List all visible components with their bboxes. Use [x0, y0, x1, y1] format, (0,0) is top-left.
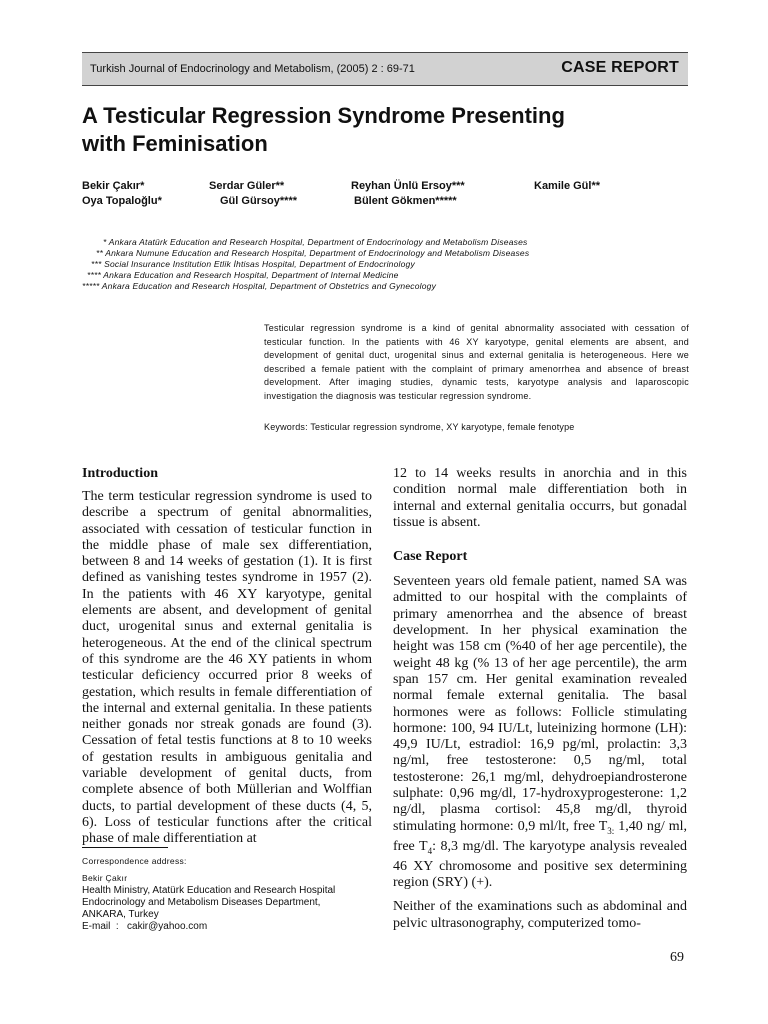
author-name: Bekir Çakır* — [82, 180, 145, 192]
section-label: CASE REPORT — [561, 59, 679, 76]
affiliation: ***** Ankara Education and Research Hospital, Department of Obstetrics and Gynecology — [82, 281, 437, 291]
correspondence-address — [82, 885, 335, 933]
affiliation: **** Ankara Education and Research Hospital, Department of Internal Medicine — [87, 270, 399, 280]
correspondence-name: Bekir Çakır — [82, 873, 128, 883]
address-line: ANKARA, Turkey — [82, 909, 159, 920]
address-line: Health Ministry, Atatürk Education and Research Hospital — [82, 885, 336, 896]
t3-subscript: 3: — [607, 825, 615, 836]
case-report-paragraph-2: Neither of the examinations such as abdominal and pelvic ultrasonography, computerized tomo- — [393, 899, 687, 931]
keywords: Keywords: Testicular regression syndrome, XY karyotype, female fenotype — [264, 422, 575, 432]
affiliation: ** Ankara Numune Education and Research Hospital, Department of Endocrinology and Metabolism Diseases — [96, 248, 530, 258]
author-name: Gül Gürsoy**** — [220, 195, 298, 207]
introduction-heading: Introduction — [82, 466, 158, 481]
journal-citation: Turkish Journal of Endocrinology and Metabolism, (2005) 2 : 69-71 — [90, 63, 415, 75]
case-report-paragraph — [393, 574, 687, 891]
title-line-1: A Testicular Regression Syndrome Presenting — [82, 103, 565, 128]
author-name: Kamile Gül** — [534, 180, 601, 192]
case-text-part: Seventeen years old female patient, named SA was admitted to our hospital with the complaints of primary amenorrhea and the absence of breast development. In her physical examination the height was 158 cm (%40 of her age percentile), the weight 48 kg (% 13 of her age percentile), the arm span 157 cm. Her genital examination revealed normal female external genitalia. The basal hormones were as follows: Follicle stimulating hormone: 100, 94 IU/Lt, luteinizing hormone (LH): 49,9 IU/Lt, estradiol: 16,9 pg/ml, prolactin: 3,3 ng/ml, free testosterone: 0,5 ng/ml, total testosterone: 26,1 mg/ml, dehydroepiandrosterone sulphate: 0,96 mg/dl, 17-hydroxyprogesterone: 1,2 ng/dl, plasma cortisol: 45,8 mg/dl, thyroid stimulating hormone: 0,9 ml/lt, free T — [393, 574, 687, 834]
introduction-paragraph: The term testicular regression syndrome is used to describe a spectrum of genital abnormalities, associated with cessation of testicular function in the middle phase of male sex differentiation, between 8 and 14 weeks of gestation (1). It is first defined as vanishing testes syndrome in 1957 (2). In the patients with 46 XY karyotype, genital elements are absent, and development of genital duct, urogenital sınus and external genitalia is heterogeneous. At the end of the clinical spectrum of this syndrome are the 46 XY patients in whom testicular deficiency occurred prior 8 weeks of gestation, which results in female differentiation of the internal and external genitalia. In these patients neither gonads nor streak gonads are found (3). Cessation of fetal testis functions at 8 to 10 weeks of gestation results in ambiguous genitalia and variable development of genital ducts, from complete absence of both Müllerian and Wolffian ducts, to partial development of these ducts (4, 5, 6). Loss of testicular functions after the critical phase of male differentiation at — [82, 489, 372, 847]
introduction-continued-paragraph: 12 to 14 weeks results in anorchia and in this condition normal male differentiation both in internal and external genitalia occurrs, but gonadal tissue is absent. — [393, 466, 687, 530]
author-name: Bülent Gökmen***** — [354, 195, 457, 207]
affiliation: *** Social Insurance Institution Etlik İhtisas Hospital, Department of Endocrinology — [91, 259, 415, 269]
right-column — [393, 466, 687, 932]
author-name: Reyhan Ünlü Ersoy*** — [351, 180, 465, 192]
article-title — [82, 102, 702, 158]
email-line: E-mail : cakir@yahoo.com — [82, 921, 208, 932]
case-text-part: : 8,3 mg/dl. The karyotype analysis revealed 46 XY chromosome and positive sex determining region (SRY) (+). — [393, 838, 687, 891]
address-line: Endocrinology and Metabolism Diseases Department, — [82, 897, 321, 908]
case-report-heading: Case Report — [393, 549, 468, 565]
t4-subscript: 4 — [427, 845, 433, 856]
author-name: Oya Topaloğlu* — [82, 195, 162, 207]
title-line-2: with Feminisation — [82, 131, 268, 156]
author-name: Serdar Güler** — [209, 180, 285, 192]
page-number: 69 — [670, 950, 684, 965]
left-column — [82, 489, 372, 848]
affiliation: * Ankara Atatürk Education and Research Hospital, Department of Endocrinology and Metabolism Diseases — [103, 237, 528, 247]
footnote-divider — [82, 847, 168, 848]
case-text-part: 1,40 ng/ ml, free T — [393, 818, 688, 854]
journal-header-bar — [82, 52, 688, 86]
abstract-text: Testicular regression syndrome is a kind of genital abnormality associated with cessation of testicular function. In the patients with 46 XY karyotype, genital elements are absent, and development of genital duct, urogenital sinus and external genitalia is heterogeneous. Here we described a female patient with the complaint of primary amenorrhea and absence of breast development. After imaging studies, dynamic tests, karyotype analysis and laparoscopic investigation the diagnosis was testicular regression syndrome. — [264, 323, 689, 401]
correspondence-label: Correspondence address: — [82, 856, 187, 866]
